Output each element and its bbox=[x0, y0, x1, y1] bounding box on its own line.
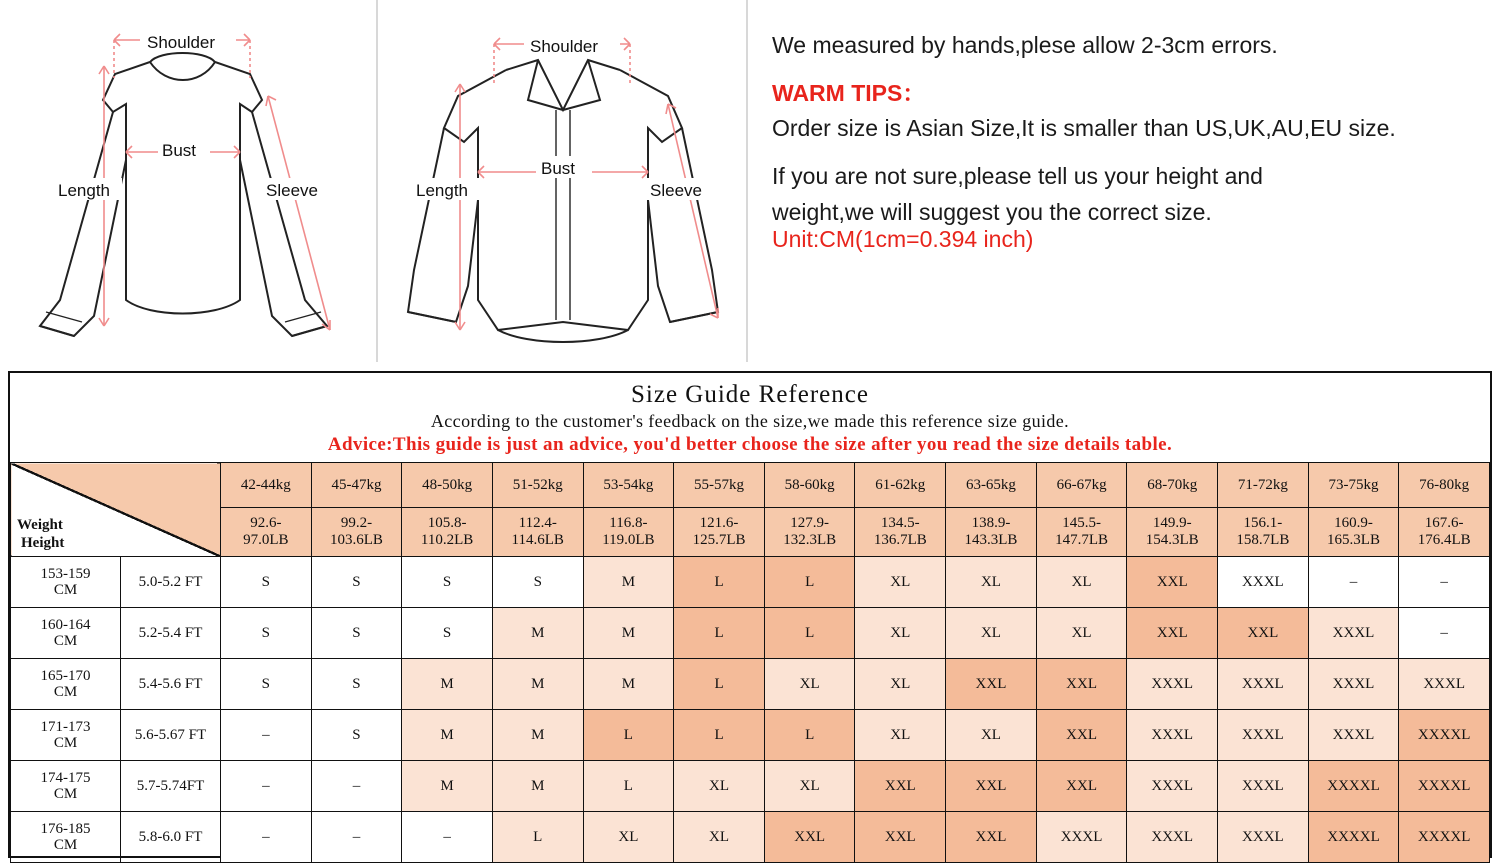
size-cell-r2-c5: L bbox=[674, 659, 765, 710]
weight-kg-header-2: 48-50kg bbox=[402, 463, 493, 508]
size-cell-r1-c8: XL bbox=[946, 608, 1037, 659]
tips-measure-note: We measured by hands,plese allow 2-3cm errors. bbox=[772, 32, 1278, 58]
mens-shirt-measurement-diagram bbox=[378, 0, 748, 362]
size-cell-r4-c10: XXXL bbox=[1127, 761, 1218, 812]
size-cell-r1-c9: XL bbox=[1036, 608, 1127, 659]
size-cell-r5-c12: XXXXL bbox=[1308, 812, 1399, 863]
size-cell-r1-c0: S bbox=[221, 608, 312, 659]
weight-kg-header-10: 68-70kg bbox=[1127, 463, 1218, 508]
size-cell-r5-c4: XL bbox=[583, 812, 674, 863]
table-header-row-kg bbox=[11, 463, 1490, 508]
size-guide-title: Size Guide Reference bbox=[631, 381, 869, 408]
size-cell-r3-c6: L bbox=[764, 710, 855, 761]
size-guide-header bbox=[10, 373, 1490, 462]
size-cell-r1-c7: XL bbox=[855, 608, 946, 659]
size-cell-r0-c2: S bbox=[402, 557, 493, 608]
size-cell-r1-c12: XXXL bbox=[1308, 608, 1399, 659]
height-ft-cell-3: 5.6-5.67 FT bbox=[121, 710, 221, 761]
size-cell-r2-c9: XXL bbox=[1036, 659, 1127, 710]
size-cell-r4-c2: M bbox=[402, 761, 493, 812]
size-cell-r1-c5: L bbox=[674, 608, 765, 659]
size-cell-r4-c12: XXXXL bbox=[1308, 761, 1399, 812]
weight-kg-header-12: 73-75kg bbox=[1308, 463, 1399, 508]
weight-kg-header-5: 55-57kg bbox=[674, 463, 765, 508]
size-cell-r0-c7: XL bbox=[855, 557, 946, 608]
tee-diagram-svg bbox=[0, 0, 378, 362]
size-cell-r5-c2: – bbox=[402, 812, 493, 863]
label-sleeve-left: Sleeve bbox=[266, 181, 318, 200]
height-ft-cell-4: 5.7-5.74FT bbox=[121, 761, 221, 812]
size-cell-r0-c0: S bbox=[221, 557, 312, 608]
size-cell-r4-c4: L bbox=[583, 761, 674, 812]
table-row bbox=[11, 812, 1490, 863]
size-cell-r4-c7: XXL bbox=[855, 761, 946, 812]
weight-lb-header-7: 134.5- 136.7LB bbox=[855, 508, 946, 557]
weight-lb-header-11: 156.1- 158.7LB bbox=[1218, 508, 1309, 557]
height-cm-cell-0: 153-159 CM bbox=[11, 557, 121, 608]
weight-lb-header-12: 160.9- 165.3LB bbox=[1308, 508, 1399, 557]
size-cell-r5-c7: XXL bbox=[855, 812, 946, 863]
weight-kg-header-8: 63-65kg bbox=[946, 463, 1037, 508]
size-cell-r5-c10: XXXL bbox=[1127, 812, 1218, 863]
size-cell-r4-c1: – bbox=[311, 761, 402, 812]
size-cell-r5-c1: – bbox=[311, 812, 402, 863]
weight-kg-header-11: 71-72kg bbox=[1218, 463, 1309, 508]
weight-kg-header-3: 51-52kg bbox=[492, 463, 583, 508]
tips-unsure-note-line2: weight,we will suggest you the correct size. bbox=[772, 199, 1212, 226]
size-cell-r5-c11: XXXL bbox=[1218, 812, 1309, 863]
size-cell-r2-c13: XXXL bbox=[1399, 659, 1490, 710]
weight-kg-header-9: 66-67kg bbox=[1036, 463, 1127, 508]
size-cell-r0-c5: L bbox=[674, 557, 765, 608]
weight-kg-header-0: 42-44kg bbox=[221, 463, 312, 508]
size-cell-r1-c10: XXL bbox=[1127, 608, 1218, 659]
size-cell-r3-c3: M bbox=[492, 710, 583, 761]
size-guide-subtitle: According to the customer's feedback on the size,we made this reference size guide. bbox=[430, 411, 1070, 431]
corner-weight-label: Weight bbox=[17, 517, 63, 533]
corner-height-label: Height bbox=[21, 535, 65, 551]
size-cell-r2-c2: M bbox=[402, 659, 493, 710]
table-row bbox=[11, 710, 1490, 761]
size-cell-r5-c3: L bbox=[492, 812, 583, 863]
size-cell-r3-c8: XL bbox=[946, 710, 1037, 761]
size-cell-r5-c6: XXL bbox=[764, 812, 855, 863]
weight-kg-header-1: 45-47kg bbox=[311, 463, 402, 508]
height-cm-cell-2: 165-170 CM bbox=[11, 659, 121, 710]
size-cell-r1-c6: L bbox=[764, 608, 855, 659]
size-cell-r3-c7: XL bbox=[855, 710, 946, 761]
size-cell-r4-c8: XXL bbox=[946, 761, 1037, 812]
height-cm-cell-4: 174-175 CM bbox=[11, 761, 121, 812]
size-cell-r1-c3: M bbox=[492, 608, 583, 659]
size-cell-r0-c3: S bbox=[492, 557, 583, 608]
weight-lb-header-10: 149.9- 154.3LB bbox=[1127, 508, 1218, 557]
size-cell-r0-c4: M bbox=[583, 557, 674, 608]
size-cell-r3-c12: XXXL bbox=[1308, 710, 1399, 761]
height-cm-cell-5: 176-185 CM bbox=[11, 812, 121, 863]
size-cell-r2-c10: XXXL bbox=[1127, 659, 1218, 710]
weight-kg-header-4: 53-54kg bbox=[583, 463, 674, 508]
size-cell-r0-c9: XL bbox=[1036, 557, 1127, 608]
weight-lb-header-5: 121.6- 125.7LB bbox=[674, 508, 765, 557]
size-cell-r1-c13: – bbox=[1399, 608, 1490, 659]
size-cell-r4-c13: XXXXL bbox=[1399, 761, 1490, 812]
label-bust-left: Bust bbox=[162, 141, 197, 160]
size-reference-table bbox=[10, 462, 1490, 863]
size-cell-r0-c8: XL bbox=[946, 557, 1037, 608]
label-length-right: Length bbox=[416, 181, 468, 200]
height-cm-cell-3: 171-173 CM bbox=[11, 710, 121, 761]
size-cell-r5-c9: XXXL bbox=[1036, 812, 1127, 863]
size-cell-r0-c1: S bbox=[311, 557, 402, 608]
weight-lb-header-8: 138.9- 143.3LB bbox=[946, 508, 1037, 557]
weight-lb-header-4: 116.8- 119.0LB bbox=[583, 508, 674, 557]
size-cell-r1-c4: M bbox=[583, 608, 674, 659]
label-length-left: Length bbox=[58, 181, 110, 200]
size-cell-r4-c3: M bbox=[492, 761, 583, 812]
table-row bbox=[11, 659, 1490, 710]
size-cell-r2-c1: S bbox=[311, 659, 402, 710]
size-cell-r2-c12: XXXL bbox=[1308, 659, 1399, 710]
size-cell-r4-c5: XL bbox=[674, 761, 765, 812]
weight-kg-header-6: 58-60kg bbox=[764, 463, 855, 508]
size-cell-r2-c11: XXXL bbox=[1218, 659, 1309, 710]
size-cell-r2-c3: M bbox=[492, 659, 583, 710]
size-cell-r5-c5: XL bbox=[674, 812, 765, 863]
label-shoulder-right: Shoulder bbox=[530, 37, 599, 56]
weight-lb-header-1: 99.2- 103.6LB bbox=[311, 508, 402, 557]
warm-tips-heading: WARM TIPS： bbox=[772, 80, 926, 107]
weight-kg-header-13: 76-80kg bbox=[1399, 463, 1490, 508]
weight-kg-header-7: 61-62kg bbox=[855, 463, 946, 508]
size-cell-r3-c9: XXL bbox=[1036, 710, 1127, 761]
weight-lb-header-3: 112.4- 114.6LB bbox=[492, 508, 583, 557]
height-ft-cell-1: 5.2-5.4 FT bbox=[121, 608, 221, 659]
tips-panel bbox=[748, 0, 1500, 362]
size-cell-r1-c11: XXL bbox=[1218, 608, 1309, 659]
table-header-row-lb bbox=[11, 508, 1490, 557]
size-guide-advice: Advice:This guide is just an advice, you'd better choose the size after you read the size details table. bbox=[327, 434, 1173, 455]
size-cell-r3-c10: XXXL bbox=[1127, 710, 1218, 761]
size-cell-r4-c11: XXXL bbox=[1218, 761, 1309, 812]
size-cell-r1-c2: S bbox=[402, 608, 493, 659]
size-cell-r4-c0: – bbox=[221, 761, 312, 812]
tips-unsure-note-line1: If you are not sure,please tell us your height and bbox=[772, 163, 1263, 190]
size-cell-r4-c9: XXL bbox=[1036, 761, 1127, 812]
height-ft-cell-0: 5.0-5.2 FT bbox=[121, 557, 221, 608]
table-row bbox=[11, 761, 1490, 812]
size-cell-r0-c6: L bbox=[764, 557, 855, 608]
table-row bbox=[11, 608, 1490, 659]
weight-lb-header-6: 127.9- 132.3LB bbox=[764, 508, 855, 557]
size-cell-r2-c7: XL bbox=[855, 659, 946, 710]
size-cell-r0-c10: XXL bbox=[1127, 557, 1218, 608]
label-sleeve-right: Sleeve bbox=[650, 181, 702, 200]
label-bust-right: Bust bbox=[541, 159, 576, 178]
label-shoulder-left: Shoulder bbox=[147, 33, 216, 52]
size-cell-r5-c13: XXXXL bbox=[1399, 812, 1490, 863]
size-cell-r4-c6: XL bbox=[764, 761, 855, 812]
weight-lb-header-13: 167.6- 176.4LB bbox=[1399, 508, 1490, 557]
height-ft-cell-5: 5.8-6.0 FT bbox=[121, 812, 221, 863]
size-cell-r3-c5: L bbox=[674, 710, 765, 761]
size-cell-r1-c1: S bbox=[311, 608, 402, 659]
size-cell-r3-c13: XXXXL bbox=[1399, 710, 1490, 761]
size-cell-r3-c2: M bbox=[402, 710, 493, 761]
size-guide-table-container bbox=[8, 371, 1492, 858]
size-cell-r3-c4: L bbox=[583, 710, 674, 761]
size-cell-r0-c12: – bbox=[1308, 557, 1399, 608]
shirt-diagram-svg bbox=[378, 0, 748, 362]
womens-top-measurement-diagram bbox=[0, 0, 378, 362]
height-ft-cell-2: 5.4-5.6 FT bbox=[121, 659, 221, 710]
weight-lb-header-9: 145.5- 147.7LB bbox=[1036, 508, 1127, 557]
size-cell-r2-c8: XXL bbox=[946, 659, 1037, 710]
size-cell-r2-c6: XL bbox=[764, 659, 855, 710]
height-cm-cell-1: 160-164 CM bbox=[11, 608, 121, 659]
weight-lb-header-2: 105.8- 110.2LB bbox=[402, 508, 493, 557]
size-cell-r2-c4: M bbox=[583, 659, 674, 710]
size-cell-r0-c11: XXXL bbox=[1218, 557, 1309, 608]
table-row bbox=[11, 557, 1490, 608]
size-cell-r5-c8: XXL bbox=[946, 812, 1037, 863]
size-cell-r3-c11: XXXL bbox=[1218, 710, 1309, 761]
weight-lb-header-0: 92.6- 97.0LB bbox=[221, 508, 312, 557]
size-cell-r3-c1: S bbox=[311, 710, 402, 761]
top-section bbox=[0, 0, 1500, 362]
tips-asian-size-note: Order size is Asian Size,It is smaller than US,UK,AU,EU size. bbox=[772, 114, 1396, 141]
size-cell-r0-c13: – bbox=[1399, 557, 1490, 608]
weight-height-corner-cell bbox=[11, 463, 221, 557]
tips-unit-note: Unit:CM(1cm=0.394 inch) bbox=[772, 225, 1034, 252]
size-cell-r3-c0: – bbox=[221, 710, 312, 761]
size-cell-r2-c0: S bbox=[221, 659, 312, 710]
size-cell-r5-c0: – bbox=[221, 812, 312, 863]
